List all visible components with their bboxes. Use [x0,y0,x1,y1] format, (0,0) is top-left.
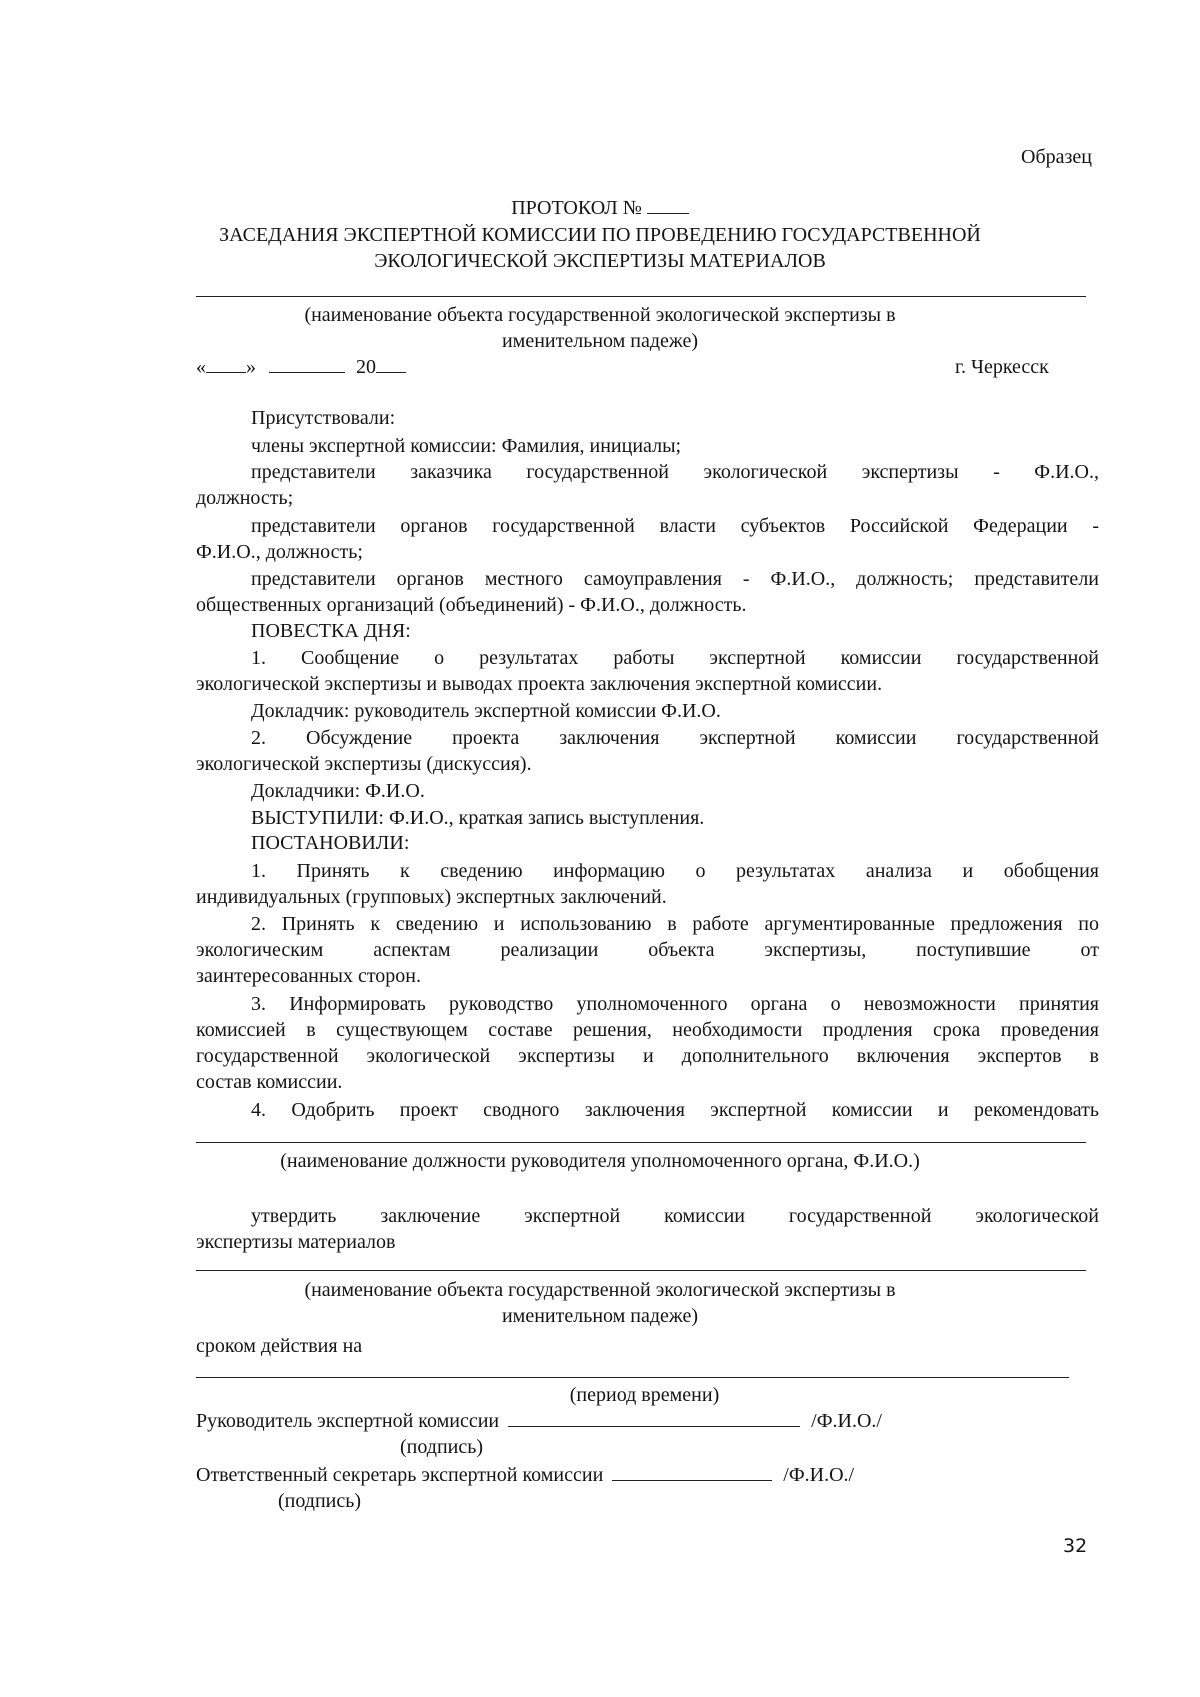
protocol-subtitle-line1: ЗАСЕДАНИЯ ЭКСПЕРТНОЙ КОМИССИИ ПО ПРОВЕДЕНИЮ ГОСУДАРСТВЕННОЙ [219,224,981,246]
speaker1-line: Докладчик: руководитель экспертной комиссии Ф.И.О. [251,700,721,722]
gov-line2: Ф.И.О., должность; [196,541,363,563]
client-line2: должность; [196,487,294,509]
res2-line2: экологическим аспектам реализации объекта экспертизы, поступившие от [196,939,1099,961]
date-row [196,354,406,380]
chair-signature-row [196,1408,882,1434]
period-caption: (период времени) [569,1384,720,1406]
head-caption: (наименование должности руководителя уполномоченного органа, Ф.И.О.) [280,1150,920,1172]
protocol-title [0,195,1200,221]
page-number: 32 [1063,1535,1088,1557]
res1-line1: 1. Принять к сведению информацию о результатах анализа и обобщения [251,860,1099,882]
agenda2-line2: экологической экспертизы (дискуссия). [196,753,532,775]
approve-line1: утвердить заключение экспертной комиссии государственной экологической [251,1205,1099,1227]
month-blank[interactable] [269,354,345,373]
res3-line1: 3. Информировать руководство уполномоченного органа о невозможности принятия [251,993,1099,1015]
client-line1: представители заказчика государственной экологической экспертизы - Ф.И.О., [251,461,1099,483]
secretary-signature-row [196,1462,854,1488]
approve-line2: экспертизы материалов [196,1231,396,1253]
object-caption2-line1: (наименование объекта государственной экологической экспертизы в [304,1279,896,1301]
res3-line4: состав комиссии. [196,1071,343,1093]
res1-line2: индивидуальных (групповых) экспертных заключений. [196,886,667,908]
res3-line2: комиссией в существующем составе решения, необходимости продления срока проведения [196,1019,1099,1041]
res3-line3: государственной экологической экспертизы и дополнительного включения экспертов в [196,1045,1099,1067]
members-line: члены экспертной комиссии: Фамилия, инициалы; [251,435,682,457]
spoke-line: ВЫСТУПИЛИ: Ф.И.О., краткая запись выступления. [251,807,705,829]
year-blank[interactable] [376,354,406,373]
object-caption2-line2: именительном падеже) [501,1305,699,1327]
secretary-name: /Ф.И.О./ [783,1464,855,1486]
speakers2-line: Докладчики: Ф.И.О. [251,780,425,802]
day-blank[interactable] [206,354,246,373]
chair-label: Руководитель экспертной комиссии [196,1410,500,1432]
agenda1-line2: экологической экспертизы и выводах проекта заключения экспертной комиссии. [196,673,883,695]
head-name-line[interactable] [196,1142,1086,1143]
date-close-quote: » [246,356,256,378]
city: г. Черкесск [955,356,1049,378]
object-name-line[interactable] [196,296,1086,297]
secretary-sign-caption: (подпись) [278,1490,362,1512]
secretary-signature-blank[interactable] [612,1462,772,1481]
validity-label: сроком действия на [196,1335,363,1357]
secretary-label: Ответственный секретарь экспертной комиссии [196,1464,604,1486]
protocol-number-blank[interactable] [647,195,689,214]
chair-signature-blank[interactable] [508,1408,800,1427]
gov-line1: представители органов государственной власти субъектов Российской Федерации - [251,515,1099,537]
protocol-subtitle-line2: ЭКОЛОГИЧЕСКОЙ ЭКСПЕРТИЗЫ МАТЕРИАЛОВ [374,250,826,272]
chair-sign-caption: (подпись) [400,1436,484,1458]
agenda1-line1: 1. Сообщение о результатах работы экспертной комиссии государственной [251,647,1099,669]
agenda2-line1: 2. Обсуждение проекта заключения экспертной комиссии государственной [251,727,1099,749]
object-caption-line1: (наименование объекта государственной экологической экспертизы в [304,304,896,326]
res4-line1: 4. Одобрить проект сводного заключения экспертной комиссии и рекомендовать [251,1099,1099,1121]
object-caption-line2: именительном падеже) [501,330,699,352]
sample-label: Образец [1021,146,1092,168]
resolved-title: ПОСТАНОВИЛИ: [251,832,410,854]
period-line[interactable] [196,1377,1069,1378]
res2-line1: 2. Принять к сведению и использованию в работе аргументированные предложения по [251,913,1099,935]
local-line2: общественных организаций (объединений) - Ф.И.О., должность. [196,594,747,616]
present-title: Присутствовали: [251,407,396,429]
date-open-quote: « [196,356,206,378]
year-prefix: 20 [356,356,376,378]
agenda-title: ПОВЕСТКА ДНЯ: [251,620,411,642]
local-line1: представители органов местного самоуправления - Ф.И.О., должность; представители [251,568,1099,590]
object-name-line-2[interactable] [196,1270,1086,1271]
chair-name: /Ф.И.О./ [811,1410,882,1432]
protocol-title-text: ПРОТОКОЛ № [511,197,642,219]
res2-line3: заинтересованных сторон. [196,965,422,987]
